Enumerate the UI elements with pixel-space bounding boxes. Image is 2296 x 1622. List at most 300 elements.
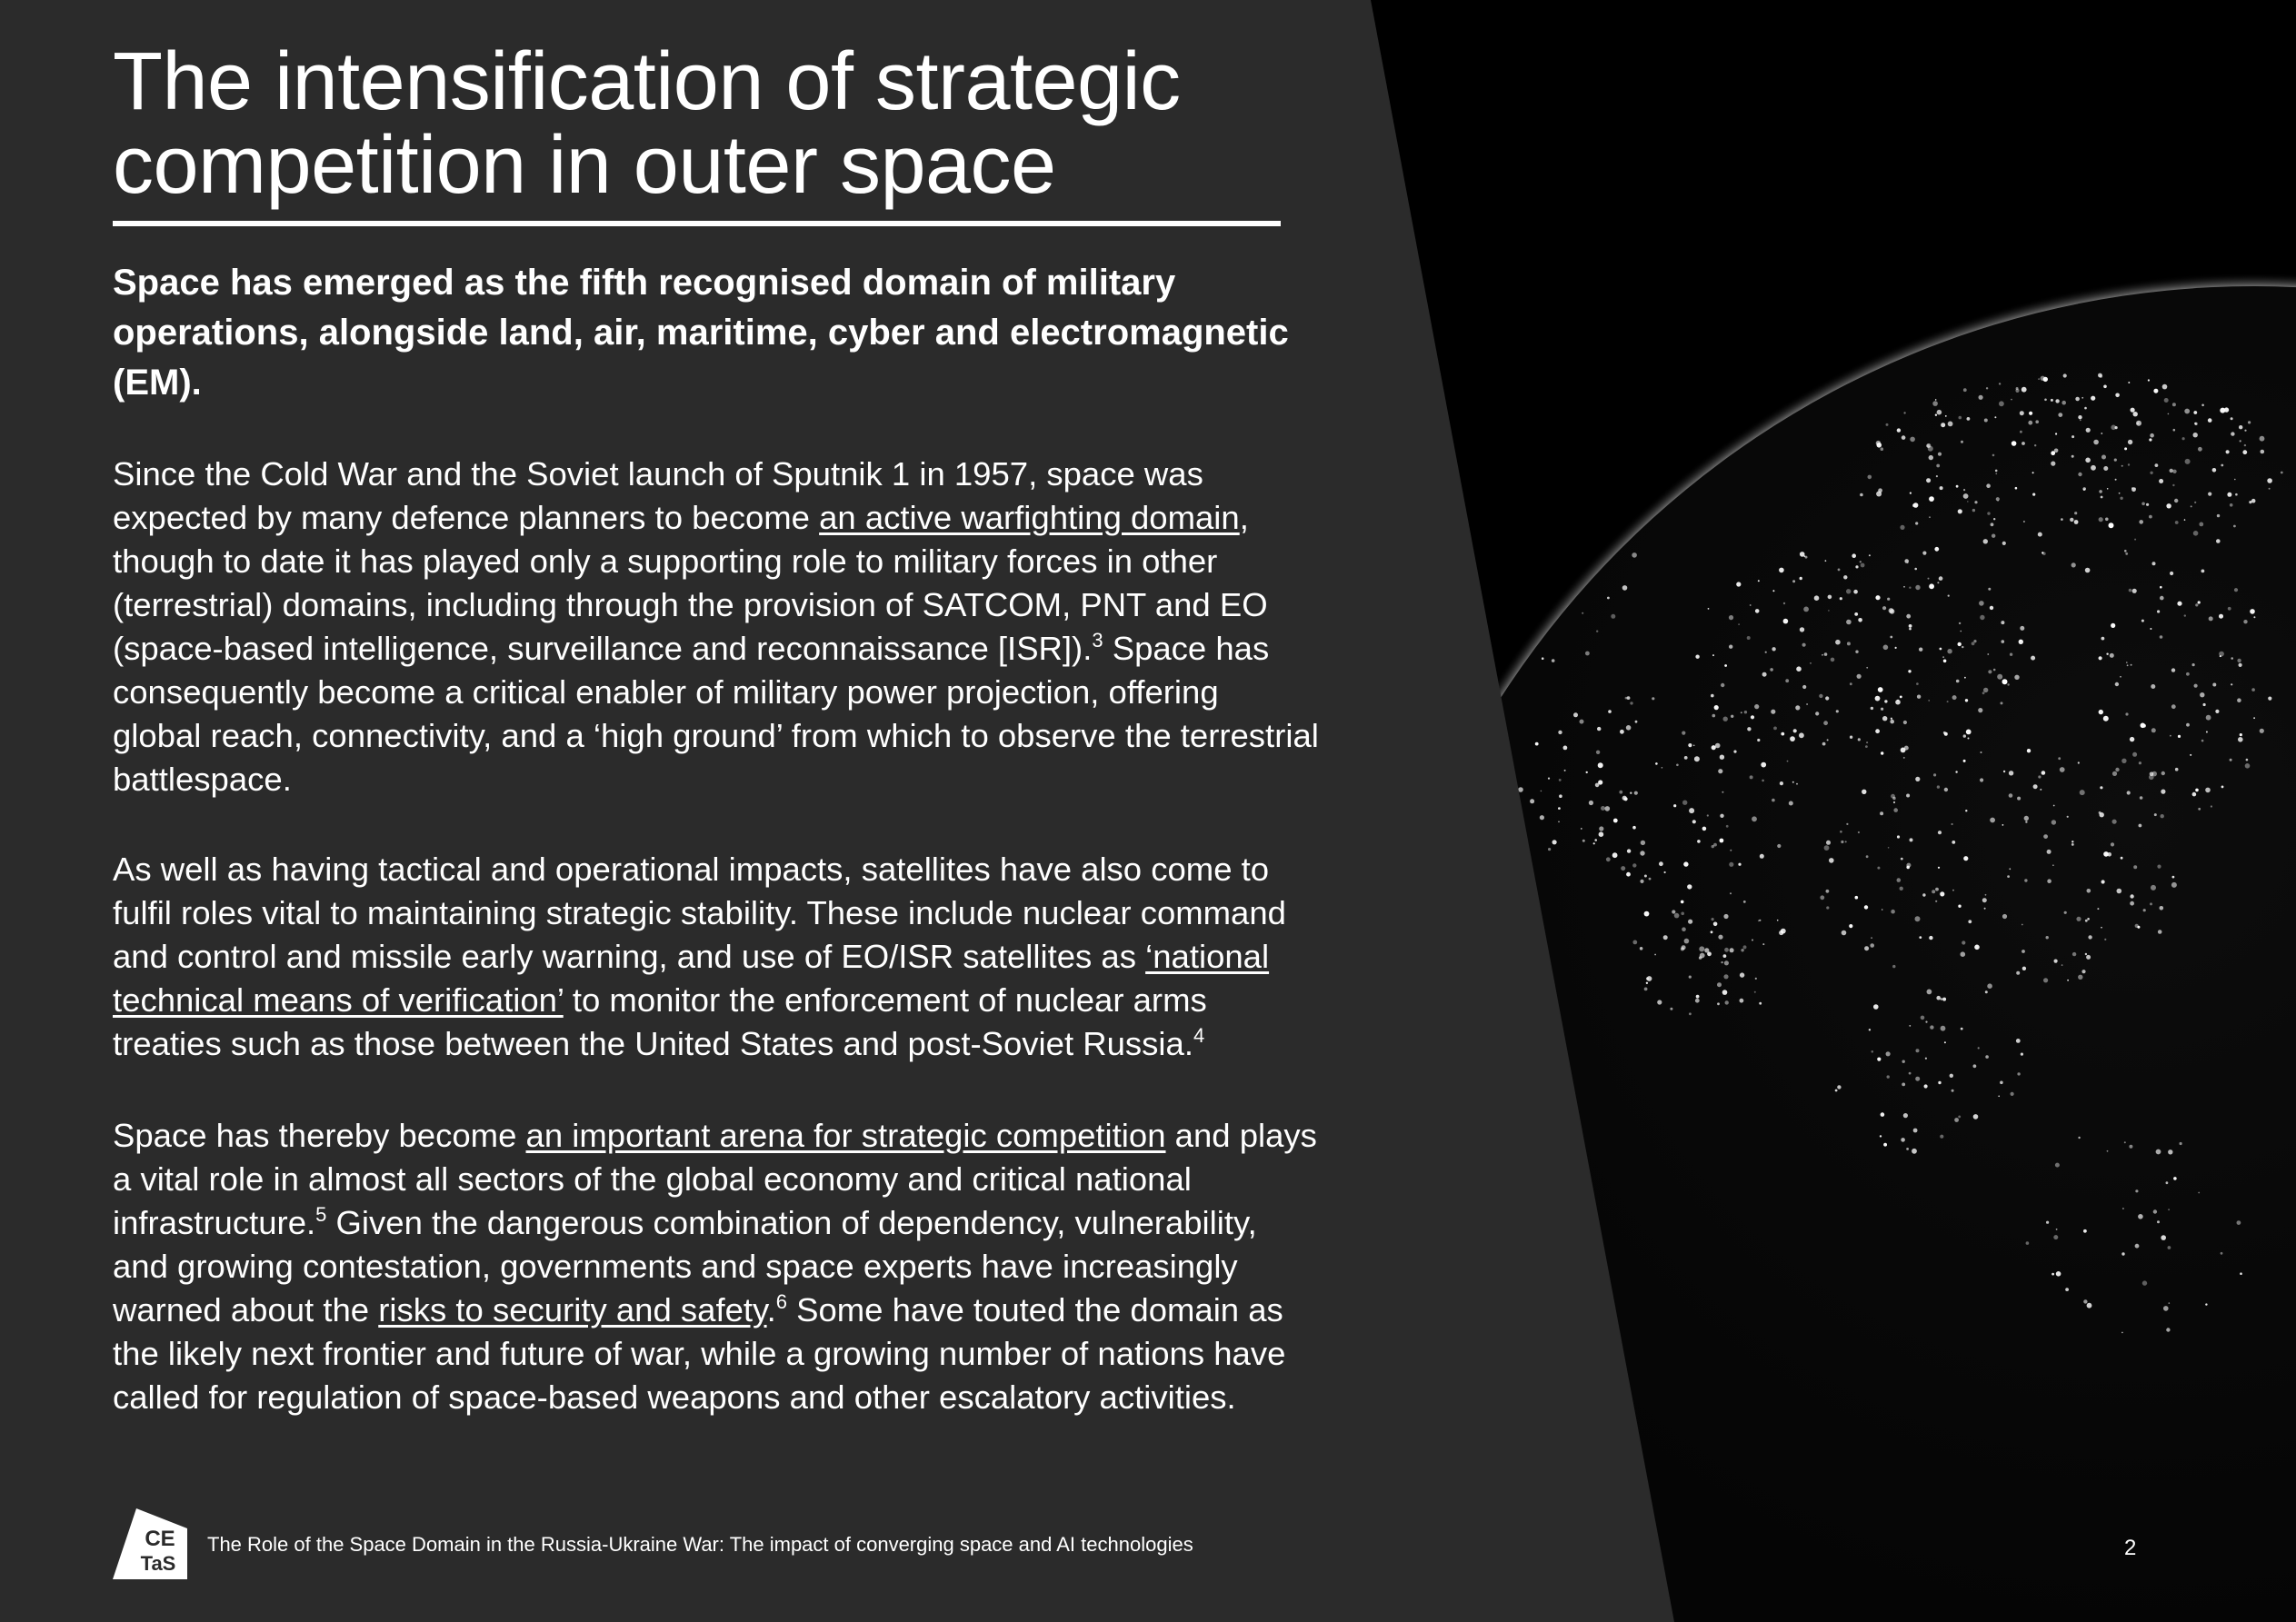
paragraph-2: As well as having tactical and operational impacts, satellites have also come to fulfil roles vital to maintaining strategic stability. These include nuclear command and control and missile early warning, and use of EO/ISR satellites as ‘national technical means of verification’ to monitor the enforcement of nuclear arms treaties such as those between the United States and post-Soviet Russia.$^4$ [113, 851, 1286, 1062]
city-light [1902, 1060, 1905, 1063]
city-light [2220, 408, 2225, 413]
city-light [1929, 496, 1934, 502]
city-light [1741, 949, 1743, 951]
city-light [2085, 953, 2087, 955]
link-active-warfighting-domain[interactable]: an active warfighting domain [819, 499, 1240, 536]
city-light [1681, 901, 1684, 904]
city-light [1925, 1058, 1927, 1060]
city-light [2209, 616, 2213, 621]
city-light [1802, 643, 1806, 647]
city-light [1929, 583, 1934, 589]
footnote-3[interactable]: 3 [1092, 629, 1103, 652]
city-light [1906, 1148, 1909, 1150]
city-light [1963, 493, 1969, 499]
link-national-technical-means-cont[interactable]: technical means of verification’ [113, 981, 564, 1019]
city-light [2011, 399, 2012, 401]
city-light [1747, 727, 1751, 731]
city-light [2170, 469, 2173, 473]
city-light [1573, 712, 1578, 717]
city-light [1871, 707, 1873, 710]
city-light [2002, 679, 2008, 684]
city-light [2121, 759, 2126, 763]
city-light [1799, 732, 1804, 738]
city-light [2033, 784, 2038, 789]
city-light [1945, 415, 1947, 417]
city-light [1689, 1012, 1692, 1015]
city-light [1906, 614, 1911, 619]
city-light [1632, 863, 1636, 867]
city-light [2055, 1163, 2060, 1168]
city-light [2003, 771, 2005, 772]
city-light [2163, 1306, 2169, 1311]
city-light [1915, 1077, 1920, 1081]
city-light [1947, 701, 1949, 702]
city-light [2138, 1214, 2143, 1219]
city-light [1963, 760, 1966, 762]
city-light [1518, 787, 1523, 792]
city-light [1613, 819, 1618, 823]
city-light [1762, 780, 1764, 782]
city-light [2020, 431, 2022, 433]
city-light [2249, 501, 2251, 503]
city-light [2088, 935, 2091, 939]
city-light [1607, 597, 1610, 600]
city-light [1586, 771, 1588, 773]
city-light [2253, 717, 2255, 719]
city-light [1717, 1002, 1720, 1005]
city-light [2021, 950, 2025, 953]
city-light [1878, 687, 1883, 692]
city-light [1598, 780, 1602, 784]
city-light [2195, 603, 2198, 606]
city-light [1649, 878, 1652, 881]
city-light [2009, 793, 2013, 798]
city-light [1959, 416, 1962, 420]
city-light [2091, 396, 2095, 401]
city-light [1761, 762, 1766, 768]
city-light [2267, 478, 2272, 483]
city-light [1822, 654, 1823, 656]
city-light [1890, 720, 1894, 724]
city-light [2208, 493, 2211, 496]
city-light [1858, 618, 1862, 622]
city-light [1780, 781, 1783, 785]
city-light [1906, 794, 1910, 798]
city-light [1900, 887, 1903, 891]
city-light [2117, 889, 2122, 894]
city-light [1915, 916, 1921, 921]
city-light [2011, 1092, 2014, 1096]
city-light [1933, 773, 1936, 776]
city-light [2152, 562, 2156, 565]
city-light [1852, 553, 1856, 558]
city-light [2281, 472, 2283, 474]
city-light [1981, 751, 1982, 753]
city-light [2211, 805, 2212, 807]
city-light [2212, 468, 2217, 473]
city-light [2150, 433, 2154, 438]
city-light [1965, 810, 1967, 811]
city-light [2177, 602, 2181, 606]
city-light [1900, 525, 1904, 530]
city-light [2032, 472, 2034, 473]
city-light [1952, 695, 1957, 700]
city-light [1632, 552, 1637, 558]
city-light [1589, 801, 1593, 805]
city-light [2151, 684, 2155, 689]
city-light [1759, 1002, 1762, 1005]
city-light [2056, 1271, 2061, 1277]
city-light [1840, 597, 1842, 600]
city-light [2198, 1192, 2200, 1194]
city-light [1881, 447, 1884, 451]
city-light [2061, 964, 2063, 966]
city-light [2020, 411, 2024, 415]
city-light [2124, 550, 2127, 552]
city-light [2135, 1244, 2140, 1249]
city-light [2078, 761, 2080, 763]
city-light [2103, 466, 2108, 471]
city-light [1652, 697, 1654, 700]
city-light [2260, 729, 2264, 733]
city-light [2151, 728, 2156, 732]
city-light [1837, 1085, 1841, 1089]
city-light [2107, 1150, 2109, 1152]
city-light [2242, 450, 2247, 454]
city-light [1762, 672, 1767, 677]
city-light [2075, 397, 2080, 402]
city-light [1846, 589, 1851, 593]
city-light [2219, 652, 2224, 657]
city-light [2101, 880, 2105, 883]
city-light [1917, 695, 1921, 699]
city-light [1712, 918, 1714, 920]
city-light [1995, 470, 1998, 473]
city-light [2268, 697, 2271, 701]
city-light [1978, 1047, 1980, 1049]
city-light [1901, 1138, 1905, 1142]
city-light [1697, 840, 1701, 843]
city-light [1881, 1112, 1885, 1117]
city-light [2072, 952, 2076, 956]
city-light [2016, 1039, 2021, 1043]
city-light [1961, 631, 1962, 632]
city-light [1942, 656, 1944, 658]
city-light [1956, 680, 1960, 683]
city-light [2168, 1209, 2170, 1210]
city-light [1713, 843, 1717, 847]
city-light [1846, 823, 1848, 825]
city-light [1897, 878, 1902, 882]
city-light [2058, 757, 2061, 760]
city-light [2124, 447, 2127, 450]
city-light [2016, 971, 2020, 975]
city-light [1875, 696, 1881, 702]
city-light [1765, 652, 1767, 653]
city-light [1860, 493, 1863, 497]
city-light [1944, 732, 1948, 736]
city-light [1717, 982, 1722, 987]
city-light [1743, 945, 1747, 949]
city-light [1877, 1058, 1881, 1061]
city-light [1958, 1116, 1961, 1119]
city-light [1755, 978, 1757, 980]
city-light [1936, 996, 1941, 1000]
city-light [1968, 920, 1972, 923]
city-light [1928, 446, 1933, 452]
footer-report-title: The Role of the Space Domain in the Russia-Ukraine War: The impact of converging space and AI technologies [207, 1533, 1193, 1556]
city-light [1984, 419, 1988, 423]
city-light [1952, 823, 1953, 825]
city-light [1626, 725, 1632, 731]
city-light [1847, 642, 1851, 645]
footnote-6[interactable]: 6 [775, 1290, 787, 1313]
city-light [1722, 791, 1723, 793]
city-light [1882, 716, 1887, 721]
city-light [1937, 582, 1939, 583]
city-light [1729, 645, 1732, 649]
city-light [1973, 1064, 1977, 1068]
city-light [2051, 451, 2055, 455]
city-light [1681, 947, 1684, 950]
city-light [2047, 850, 2051, 854]
city-light [1948, 595, 1950, 597]
city-light [2103, 716, 2109, 721]
city-light [1725, 1000, 1729, 1004]
city-light [1559, 779, 1562, 781]
city-light [2038, 775, 2041, 778]
city-light [1829, 858, 1834, 863]
city-light [2216, 539, 2221, 543]
city-light [2172, 403, 2176, 406]
city-light [2168, 1246, 2171, 1249]
city-light [1772, 590, 1774, 592]
city-light [1644, 911, 1650, 917]
city-light [1902, 435, 1906, 440]
footnote-5[interactable]: 5 [315, 1203, 327, 1226]
city-light [2053, 1235, 2058, 1239]
city-light [1903, 721, 1907, 724]
city-light [2193, 531, 2199, 536]
city-light [2002, 640, 2005, 643]
city-light [2269, 488, 2271, 490]
city-light [2009, 868, 2011, 870]
city-light [1627, 849, 1631, 852]
city-light [2103, 385, 2107, 389]
city-light [1558, 821, 1560, 823]
city-light [1664, 871, 1666, 873]
city-light [1777, 844, 1781, 848]
city-light [2221, 464, 2223, 467]
city-light [1612, 852, 1618, 858]
city-light [2261, 450, 2265, 454]
footnote-4[interactable]: 4 [1193, 1024, 1205, 1047]
city-light [1777, 920, 1779, 921]
city-light [2131, 664, 2132, 666]
city-light [2074, 520, 2079, 524]
city-light [1997, 674, 2002, 680]
city-light [1972, 642, 1975, 645]
city-light [2141, 503, 2145, 506]
city-light [2025, 821, 2027, 822]
city-light [1893, 808, 1898, 812]
city-light [1729, 615, 1733, 620]
city-light [1993, 669, 1996, 672]
city-light [1909, 624, 1912, 628]
city-light [2028, 421, 2032, 425]
city-light [2053, 805, 2055, 807]
city-light [1542, 657, 1544, 660]
city-light [1723, 954, 1727, 958]
city-light [2023, 521, 2025, 522]
title-rule [113, 221, 1281, 226]
city-light [1941, 423, 1945, 427]
city-light [2054, 960, 2058, 963]
city-light [2046, 1221, 2049, 1224]
city-light [1940, 891, 1944, 896]
city-light [1974, 945, 1980, 950]
city-light [1893, 801, 1895, 803]
city-light [1831, 658, 1835, 662]
city-light [1772, 647, 1775, 651]
city-light [2227, 493, 2231, 497]
city-light [2065, 1288, 2069, 1291]
city-light [2002, 914, 2007, 919]
city-light [2115, 768, 2119, 771]
city-light [2017, 797, 2021, 801]
city-light [1789, 801, 1793, 806]
city-light [1783, 602, 1785, 604]
cetas-logo [113, 1508, 187, 1579]
svg-text:TaS: TaS [140, 1552, 176, 1575]
city-light [2135, 924, 2139, 928]
city-light [1783, 619, 1789, 624]
city-light [1940, 486, 1943, 490]
city-light [1928, 578, 1930, 580]
city-light [2127, 664, 2129, 666]
city-light [1752, 816, 1757, 821]
city-light [1819, 694, 1822, 698]
city-light [2081, 397, 2083, 399]
city-light [2194, 684, 2198, 688]
city-light [1640, 947, 1643, 950]
city-light [1620, 730, 1624, 734]
city-light [2061, 518, 2063, 521]
city-light [2107, 488, 2109, 490]
city-light [1843, 575, 1847, 579]
city-light [1733, 751, 1736, 753]
city-light [1712, 714, 1716, 718]
city-light [1646, 982, 1648, 984]
city-light [1966, 730, 1972, 735]
city-light [1877, 443, 1882, 448]
city-light [1720, 839, 1724, 843]
city-light [2228, 607, 2231, 611]
city-light [1979, 395, 1983, 400]
city-light [1928, 700, 1930, 702]
city-light [1956, 485, 1959, 488]
city-light [1915, 585, 1920, 590]
city-light [1687, 884, 1692, 889]
city-light [2238, 737, 2243, 742]
city-light [1876, 492, 1882, 497]
city-light [1895, 647, 1897, 649]
city-light [1747, 636, 1751, 640]
city-light [2041, 771, 2046, 775]
city-light [2084, 407, 2087, 410]
city-light [2132, 752, 2137, 757]
city-light [2110, 653, 2114, 658]
city-light [2071, 455, 2074, 458]
city-light [1559, 794, 1562, 798]
city-light [1942, 998, 1946, 1001]
city-light [1880, 1135, 1882, 1137]
city-light [1682, 731, 1685, 735]
city-light [2157, 1220, 2160, 1223]
city-light [2121, 1252, 2124, 1255]
city-light [2067, 816, 2069, 818]
city-light [1864, 946, 1869, 950]
city-light [2150, 472, 2152, 474]
city-light [2001, 702, 2003, 704]
city-light [1870, 943, 1874, 948]
city-light [1659, 861, 1663, 866]
city-light [2212, 683, 2216, 687]
city-light [1781, 929, 1786, 934]
city-light [2146, 503, 2149, 506]
city-light [2099, 517, 2103, 522]
city-light [2040, 789, 2041, 791]
link-national-technical-means[interactable]: ‘national [1145, 938, 1270, 975]
city-light [2100, 786, 2102, 789]
city-light [1770, 668, 1773, 672]
city-light [2248, 421, 2251, 423]
city-light [2111, 842, 2114, 846]
city-light [1684, 756, 1688, 760]
city-light [1563, 746, 1568, 751]
city-light [2091, 465, 2096, 471]
city-light [2024, 879, 2027, 881]
city-light [1909, 1072, 1912, 1075]
city-light [2190, 754, 2191, 756]
link-arena-strategic-competition[interactable]: an important arena for strategic competition [525, 1117, 1166, 1154]
city-light [2150, 902, 2152, 905]
city-light [2124, 1141, 2126, 1143]
city-light [1935, 888, 1939, 891]
city-light [2055, 399, 2059, 403]
city-light [2150, 628, 2151, 630]
city-light [1887, 598, 1890, 601]
city-light [1683, 861, 1688, 866]
city-light [1914, 568, 1917, 571]
city-light [2086, 955, 2091, 960]
city-light [2111, 425, 2116, 431]
city-light [1952, 1090, 1954, 1092]
city-light [1955, 771, 1957, 772]
city-light [2246, 759, 2249, 761]
city-light [2195, 789, 2199, 792]
link-risks-security-safety[interactable]: risks to security and safety [378, 1291, 767, 1328]
city-light [1909, 628, 1912, 631]
city-light [1986, 387, 1988, 389]
city-light [2244, 444, 2246, 446]
city-light [1858, 831, 1860, 833]
city-light [1886, 1051, 1891, 1056]
city-light [2198, 447, 2202, 452]
city-light [1902, 1083, 1905, 1087]
city-light [2104, 939, 2106, 940]
city-light [1722, 990, 1728, 995]
